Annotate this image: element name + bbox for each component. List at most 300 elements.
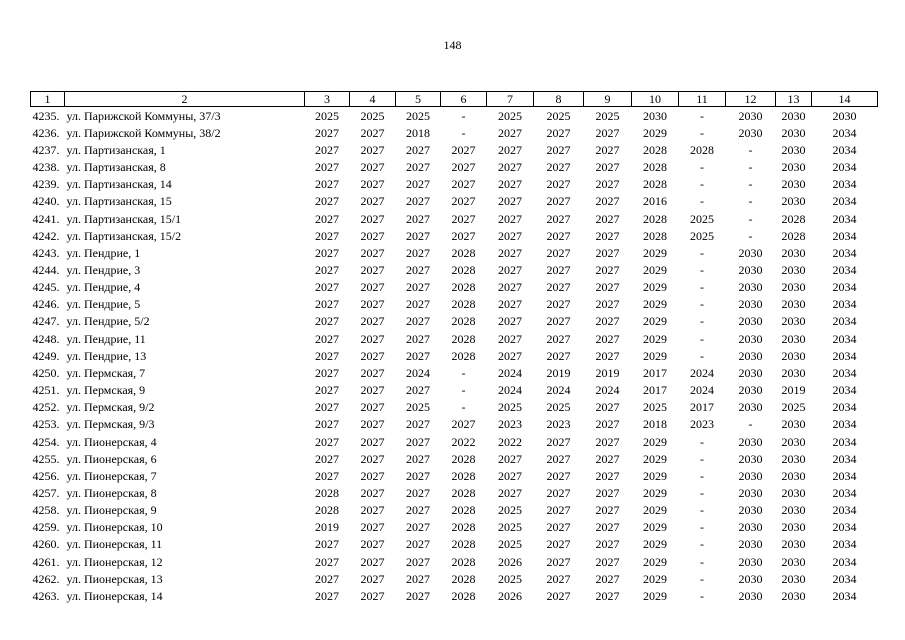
address-cell: ул. Парижской Коммуны, 37/3 — [66, 108, 221, 123]
year-cell: 2030 — [781, 262, 806, 277]
table-row — [31, 193, 878, 210]
year-cell: 2027 — [498, 468, 522, 483]
year-cell: 2027 — [315, 468, 339, 483]
column-header: 9 — [584, 92, 632, 107]
year-cell: 2027 — [595, 520, 620, 535]
table-row — [31, 330, 878, 347]
year-cell: 2034 — [832, 125, 857, 140]
year-cell: - — [700, 314, 704, 329]
year-cell: 2027 — [360, 417, 385, 432]
year-cell: - — [700, 194, 704, 209]
row-number: 4241. — [32, 211, 60, 226]
year-cell: 2034 — [832, 142, 857, 157]
year-cell: 2029 — [643, 554, 667, 569]
column-header: 1 — [31, 92, 65, 107]
year-cell: 2027 — [498, 331, 522, 346]
year-cell: 2030 — [738, 400, 763, 415]
year-cell: 2027 — [315, 160, 339, 175]
address-cell: ул. Партизанская, 15/2 — [66, 228, 182, 243]
year-cell: 2030 — [738, 245, 763, 260]
year-cell: 2027 — [406, 177, 430, 192]
year-cell: 2034 — [832, 177, 857, 192]
year-cell: 2030 — [738, 125, 763, 140]
year-cell: 2030 — [781, 434, 806, 449]
year-cell: 2029 — [643, 314, 667, 329]
table-row — [31, 124, 878, 141]
year-cell: 2025 — [498, 571, 522, 586]
table-row — [31, 227, 878, 244]
year-cell: 2027 — [315, 280, 339, 295]
year-cell: 2027 — [360, 365, 385, 380]
address-cell: ул. Пионерская, 9 — [66, 503, 157, 518]
year-cell: 2019 — [315, 520, 339, 535]
year-cell: 2022 — [498, 434, 522, 449]
year-cell: 2025 — [498, 400, 522, 415]
year-cell: 2030 — [781, 125, 806, 140]
year-cell: 2030 — [738, 588, 763, 603]
year-cell: 2027 — [360, 348, 385, 363]
table-row — [31, 484, 878, 501]
year-cell: 2028 — [451, 571, 476, 586]
year-cell: - — [700, 468, 704, 483]
year-cell: 2027 — [315, 417, 339, 432]
year-cell: 2029 — [643, 571, 667, 586]
year-cell: 2027 — [498, 211, 522, 226]
year-cell: 2027 — [546, 348, 571, 363]
year-cell: 2027 — [546, 125, 571, 140]
year-cell: 2030 — [738, 331, 763, 346]
year-cell: 2030 — [781, 297, 806, 312]
year-cell: - — [461, 383, 466, 398]
address-cell: ул. Пермская, 9 — [66, 383, 146, 398]
year-cell: 2027 — [451, 142, 476, 157]
year-cell: 2027 — [406, 331, 430, 346]
year-cell: 2027 — [595, 297, 620, 312]
year-cell: 2027 — [498, 348, 522, 363]
row-number: 4248. — [32, 331, 60, 346]
year-cell: 2030 — [738, 554, 763, 569]
year-cell: 2027 — [315, 262, 339, 277]
year-cell: 2030 — [781, 348, 806, 363]
year-cell: 2030 — [738, 262, 763, 277]
year-cell: 2027 — [406, 451, 430, 466]
column-header: 12 — [726, 92, 776, 107]
year-cell: 2027 — [406, 348, 430, 363]
table-row — [31, 519, 878, 536]
year-cell: 2027 — [546, 142, 571, 157]
year-cell: 2030 — [781, 468, 806, 483]
year-cell: 2030 — [781, 588, 806, 603]
year-cell: 2027 — [595, 194, 620, 209]
year-cell: 2030 — [781, 160, 806, 175]
year-cell: 2027 — [498, 125, 522, 140]
year-cell: 2023 — [498, 417, 522, 432]
year-cell: 2028 — [315, 486, 339, 501]
year-cell: 2027 — [546, 297, 571, 312]
row-number: 4256. — [32, 468, 60, 483]
year-cell: 2017 — [643, 365, 667, 380]
year-cell: 2030 — [781, 108, 806, 123]
year-cell: - — [700, 177, 704, 192]
column-header: 7 — [487, 92, 534, 107]
table-row — [31, 433, 878, 450]
year-cell: 2027 — [406, 142, 430, 157]
year-cell: 2027 — [406, 417, 430, 432]
column-header: 14 — [812, 92, 878, 107]
row-number: 4254. — [32, 434, 60, 449]
year-cell: 2030 — [738, 108, 763, 123]
year-cell: 2022 — [451, 434, 476, 449]
year-cell: 2030 — [738, 434, 763, 449]
year-cell: 2030 — [738, 383, 763, 398]
year-cell: 2034 — [832, 262, 857, 277]
year-cell: 2034 — [832, 468, 857, 483]
address-cell: ул. Пендрие, 1 — [66, 245, 141, 260]
year-cell: 2027 — [451, 177, 476, 192]
year-cell: 2027 — [546, 468, 571, 483]
year-cell: 2030 — [781, 314, 806, 329]
row-number: 4251. — [32, 383, 60, 398]
year-cell: 2024 — [498, 365, 522, 380]
year-cell: 2025 — [498, 503, 522, 518]
table-row — [31, 347, 878, 364]
year-cell: - — [700, 125, 704, 140]
row-number: 4235. — [32, 108, 60, 123]
table-row — [31, 296, 878, 313]
year-cell: 2034 — [832, 280, 857, 295]
year-cell: 2027 — [315, 451, 339, 466]
year-cell: 2027 — [595, 434, 620, 449]
year-cell: - — [700, 434, 704, 449]
year-cell: 2030 — [738, 280, 763, 295]
address-cell: ул. Пионерская, 4 — [66, 434, 157, 449]
year-cell: 2027 — [315, 211, 339, 226]
year-cell: 2034 — [832, 486, 857, 501]
address-cell: ул. Пионерская, 7 — [66, 468, 157, 483]
year-cell: 2027 — [406, 383, 430, 398]
year-cell: 2027 — [406, 486, 430, 501]
year-cell: 2027 — [406, 262, 430, 277]
year-cell: 2027 — [360, 211, 385, 226]
year-cell: 2030 — [781, 417, 806, 432]
address-cell: ул. Пионерская, 11 — [66, 537, 163, 552]
year-cell: - — [700, 588, 704, 603]
address-cell: ул. Пермская, 7 — [66, 365, 146, 380]
table-row — [31, 313, 878, 330]
year-cell: 2027 — [595, 588, 620, 603]
year-cell: 2027 — [360, 194, 385, 209]
year-cell: 2027 — [360, 503, 385, 518]
year-cell: 2027 — [595, 211, 620, 226]
year-cell: 2027 — [406, 228, 430, 243]
row-number: 4238. — [32, 160, 60, 175]
year-cell: 2027 — [451, 211, 476, 226]
year-cell: 2030 — [738, 314, 763, 329]
year-cell: 2034 — [832, 503, 857, 518]
year-cell: 2030 — [781, 537, 806, 552]
year-cell: 2025 — [406, 400, 430, 415]
year-cell: 2027 — [360, 451, 385, 466]
table-row — [31, 158, 878, 175]
column-header: 10 — [632, 92, 679, 107]
page-number: 148 — [443, 38, 462, 52]
year-cell: 2027 — [498, 297, 522, 312]
row-number: 4239. — [32, 177, 60, 192]
year-cell: 2027 — [406, 537, 430, 552]
row-number: 4258. — [32, 503, 60, 518]
year-cell: 2030 — [781, 194, 806, 209]
year-cell: - — [748, 211, 753, 226]
year-cell: 2028 — [643, 228, 667, 243]
year-cell: - — [748, 194, 753, 209]
year-cell: - — [700, 160, 704, 175]
year-cell: 2034 — [832, 537, 857, 552]
year-cell: 2028 — [451, 486, 476, 501]
year-cell: 2028 — [451, 280, 476, 295]
year-cell: 2027 — [595, 571, 620, 586]
data-table — [30, 91, 878, 605]
row-number: 4236. — [32, 125, 60, 140]
year-cell: 2030 — [738, 503, 763, 518]
year-cell: 2027 — [595, 503, 620, 518]
year-cell: 2024 — [546, 383, 571, 398]
year-cell: 2028 — [643, 160, 667, 175]
row-number: 4252. — [32, 400, 60, 415]
year-cell: 2027 — [360, 262, 385, 277]
address-cell: ул. Партизанская, 15 — [66, 194, 172, 209]
year-cell: 2018 — [643, 417, 667, 432]
year-cell: 2027 — [315, 588, 339, 603]
year-cell: 2027 — [546, 211, 571, 226]
year-cell: 2027 — [595, 400, 620, 415]
year-cell: 2027 — [315, 554, 339, 569]
year-cell: 2027 — [595, 125, 620, 140]
year-cell: 2034 — [832, 331, 857, 346]
year-cell: 2028 — [690, 142, 714, 157]
year-cell: 2027 — [546, 554, 571, 569]
year-cell: 2027 — [546, 245, 571, 260]
year-cell: 2030 — [643, 108, 667, 123]
year-cell: 2029 — [643, 245, 667, 260]
year-cell: 2028 — [451, 297, 476, 312]
year-cell: 2034 — [832, 434, 857, 449]
year-cell: 2034 — [832, 314, 857, 329]
column-header: 6 — [441, 92, 487, 107]
year-cell: - — [461, 108, 466, 123]
year-cell: 2027 — [360, 125, 385, 140]
address-cell: ул. Пермская, 9/3 — [66, 417, 155, 432]
table-row — [31, 364, 878, 381]
year-cell: 2030 — [738, 297, 763, 312]
row-number: 4237. — [32, 142, 60, 157]
year-cell: 2019 — [781, 383, 806, 398]
address-cell: ул. Пермская, 9/2 — [66, 400, 155, 415]
address-cell: ул. Партизанская, 15/1 — [66, 211, 182, 226]
table-row — [31, 244, 878, 261]
year-cell: 2027 — [406, 434, 430, 449]
address-cell: ул. Парижской Коммуны, 38/2 — [66, 125, 221, 140]
year-cell: 2027 — [315, 434, 339, 449]
year-cell: 2029 — [643, 503, 667, 518]
address-cell: ул. Пионерская, 14 — [66, 588, 163, 603]
year-cell: 2029 — [643, 537, 667, 552]
year-cell: 2027 — [315, 228, 339, 243]
year-cell: 2028 — [451, 245, 476, 260]
year-cell: 2027 — [595, 554, 620, 569]
year-cell: 2027 — [498, 486, 522, 501]
year-cell: 2028 — [643, 211, 667, 226]
year-cell: 2030 — [738, 571, 763, 586]
year-cell: - — [461, 365, 466, 380]
year-cell: 2030 — [781, 331, 806, 346]
year-cell: 2027 — [546, 537, 571, 552]
year-cell: 2027 — [406, 314, 430, 329]
table-row — [31, 587, 878, 604]
year-cell: 2027 — [406, 245, 430, 260]
year-cell: 2028 — [451, 588, 476, 603]
year-cell: 2030 — [738, 468, 763, 483]
year-cell: - — [748, 142, 753, 157]
year-cell: 2027 — [406, 588, 430, 603]
year-cell: 2017 — [690, 400, 714, 415]
year-cell: 2027 — [315, 142, 339, 157]
year-cell: 2019 — [546, 365, 571, 380]
year-cell: 2027 — [360, 177, 385, 192]
year-cell: 2030 — [781, 142, 806, 157]
row-number: 4257. — [32, 486, 60, 501]
year-cell: 2027 — [360, 160, 385, 175]
year-cell: 2027 — [546, 280, 571, 295]
table-row — [31, 467, 878, 484]
year-cell: 2027 — [360, 400, 385, 415]
year-cell: 2027 — [498, 160, 522, 175]
year-cell: 2027 — [360, 571, 385, 586]
year-cell: 2029 — [643, 125, 667, 140]
year-cell: 2027 — [546, 571, 571, 586]
row-number: 4250. — [32, 365, 60, 380]
year-cell: 2027 — [406, 468, 430, 483]
table-row — [31, 107, 878, 125]
year-cell: - — [461, 125, 466, 140]
year-cell: - — [700, 297, 704, 312]
year-cell: 2027 — [595, 468, 620, 483]
year-cell: 2027 — [595, 331, 620, 346]
year-cell: 2030 — [781, 520, 806, 535]
address-cell: ул. Пионерская, 13 — [66, 571, 163, 586]
year-cell: 2027 — [451, 228, 476, 243]
address-cell: ул. Партизанская, 1 — [66, 142, 166, 157]
year-cell: 2027 — [315, 194, 339, 209]
column-header: 4 — [350, 92, 396, 107]
year-cell: - — [700, 486, 704, 501]
year-cell: 2030 — [781, 571, 806, 586]
year-cell: - — [700, 348, 704, 363]
year-cell: 2027 — [595, 280, 620, 295]
year-cell: 2034 — [832, 245, 857, 260]
year-cell: 2028 — [451, 348, 476, 363]
year-cell: 2027 — [360, 434, 385, 449]
year-cell: 2027 — [406, 554, 430, 569]
row-number: 4262. — [32, 571, 60, 586]
year-cell: 2027 — [315, 331, 339, 346]
year-cell: 2030 — [738, 348, 763, 363]
table-header-row — [31, 92, 878, 107]
year-cell: 2029 — [643, 588, 667, 603]
year-cell: 2025 — [498, 108, 522, 123]
address-cell: ул. Партизанская, 8 — [66, 160, 166, 175]
year-cell: 2029 — [643, 468, 667, 483]
year-cell: 2025 — [546, 108, 571, 123]
year-cell: 2029 — [643, 297, 667, 312]
column-header: 2 — [65, 92, 305, 107]
year-cell: 2029 — [643, 451, 667, 466]
year-cell: 2027 — [315, 571, 339, 586]
year-cell: 2034 — [832, 194, 857, 209]
year-cell: 2030 — [738, 365, 763, 380]
year-cell: 2027 — [595, 486, 620, 501]
year-cell: - — [748, 417, 753, 432]
year-cell: 2027 — [451, 194, 476, 209]
address-cell: ул. Пендрие, 5 — [66, 297, 141, 312]
column-header: 3 — [305, 92, 350, 107]
year-cell: 2027 — [546, 451, 571, 466]
year-cell: 2028 — [451, 554, 476, 569]
year-cell: 2034 — [832, 520, 857, 535]
year-cell: 2027 — [595, 245, 620, 260]
year-cell: - — [700, 331, 704, 346]
year-cell: 2027 — [360, 331, 385, 346]
year-cell: - — [700, 451, 704, 466]
year-cell: 2026 — [498, 554, 522, 569]
year-cell: 2024 — [690, 365, 714, 380]
year-cell: 2029 — [643, 486, 667, 501]
year-cell: 2027 — [315, 177, 339, 192]
year-cell: - — [700, 108, 704, 123]
year-cell: 2029 — [643, 348, 667, 363]
year-cell: 2027 — [360, 142, 385, 157]
address-cell: ул. Пендрие, 5/2 — [66, 314, 150, 329]
year-cell: 2030 — [738, 520, 763, 535]
year-cell: 2027 — [546, 588, 571, 603]
row-number: 4242. — [32, 228, 60, 243]
row-number: 4253. — [32, 417, 60, 432]
year-cell: 2027 — [498, 194, 522, 209]
table-row — [31, 176, 878, 193]
year-cell: 2027 — [406, 280, 430, 295]
row-number: 4259. — [32, 520, 60, 535]
year-cell: 2027 — [498, 228, 522, 243]
year-cell: 2027 — [498, 451, 522, 466]
address-cell: ул. Пионерская, 10 — [66, 520, 163, 535]
year-cell: 2024 — [498, 383, 522, 398]
year-cell: - — [700, 280, 704, 295]
year-cell: 2028 — [451, 468, 476, 483]
year-cell: 2029 — [643, 280, 667, 295]
year-cell: 2027 — [595, 142, 620, 157]
row-number: 4246. — [32, 297, 60, 312]
year-cell: 2030 — [738, 486, 763, 501]
year-cell: 2027 — [360, 588, 385, 603]
year-cell: 2027 — [406, 571, 430, 586]
year-cell: 2027 — [498, 262, 522, 277]
year-cell: 2034 — [832, 400, 857, 415]
year-cell: 2034 — [832, 297, 857, 312]
year-cell: 2027 — [498, 177, 522, 192]
table-row — [31, 450, 878, 467]
year-cell: 2028 — [451, 537, 476, 552]
year-cell: 2034 — [832, 588, 857, 603]
year-cell: 2034 — [832, 211, 857, 226]
